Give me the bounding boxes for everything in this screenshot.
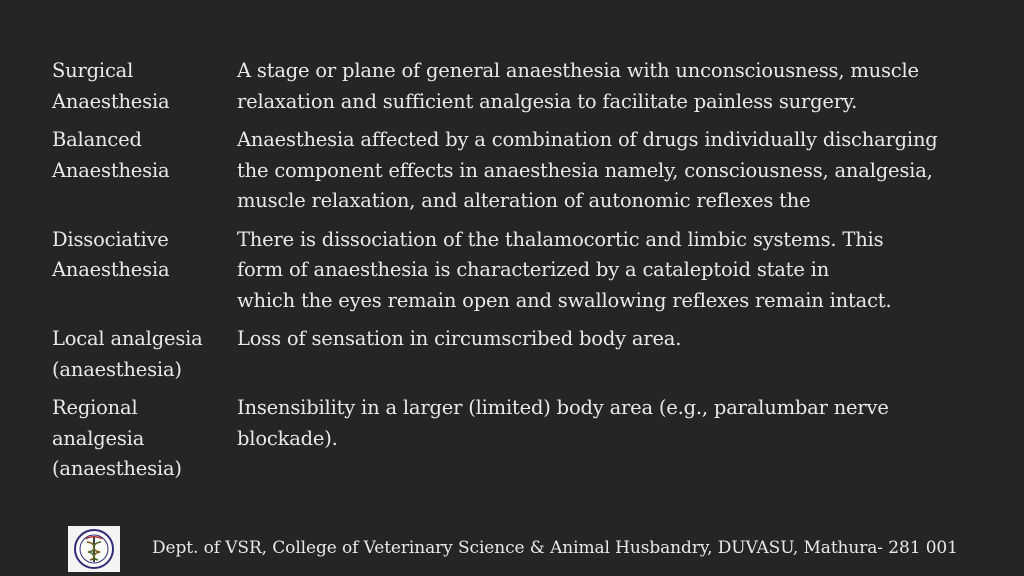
term-line: Dissociative	[52, 227, 169, 251]
description-cell	[237, 225, 972, 325]
term-cell	[52, 56, 237, 125]
definitions-table	[52, 56, 972, 493]
description-cell	[237, 324, 972, 393]
description-line: There is dissociation of the thalamocortic and limbic systems. This	[237, 227, 884, 251]
term-cell	[52, 125, 237, 225]
description-line: form of anaesthesia is characterized by a cataleptoid state in	[237, 258, 830, 281]
university-emblem-icon	[68, 526, 120, 572]
description-cell	[237, 125, 972, 225]
footer	[0, 520, 1024, 576]
term-line: Anaesthesia	[52, 258, 170, 281]
term-line: Balanced	[52, 128, 142, 151]
term-line: (anaesthesia)	[52, 457, 182, 480]
description-line: A stage or plane of general anaesthesia with unconsciousness, muscle	[237, 59, 919, 82]
term-line: analgesia	[52, 426, 145, 450]
definition-row-surgical	[52, 56, 972, 125]
description-line: the component effects in anaesthesia namely, consciousness, analgesia,	[237, 158, 933, 182]
definition-row-balanced	[52, 125, 972, 225]
definition-row-dissociative	[52, 225, 972, 325]
description-line: muscle relaxation, and alteration of autonomic reflexes the	[237, 189, 811, 212]
description-cell	[237, 56, 972, 125]
term-line: Local analgesia	[52, 327, 203, 350]
term-line: (anaesthesia)	[52, 357, 182, 381]
footer-text: Dept. of VSR, College of Veterinary Science & Animal Husbandry, DUVASU, Mathura- 281 001	[152, 538, 958, 558]
description-cell	[237, 393, 972, 493]
description-line: relaxation and sufficient analgesia to facilitate painless surgery.	[237, 89, 858, 113]
term-line: Surgical	[52, 59, 134, 82]
term-cell	[52, 225, 237, 325]
description-line: blockade).	[237, 426, 338, 450]
description-line: Loss of sensation in circumscribed body area.	[237, 327, 682, 350]
definition-row-local	[52, 324, 972, 393]
description-line: Insensibility in a larger (limited) body area (e.g., paralumbar nerve	[237, 396, 889, 419]
emblem-graphic	[72, 528, 116, 570]
term-line: Regional	[52, 396, 138, 419]
term-line: Anaesthesia	[52, 158, 170, 182]
term-line: Anaesthesia	[52, 89, 170, 113]
description-line: which the eyes remain open and swallowing reflexes remain intact.	[237, 288, 892, 312]
term-cell	[52, 393, 237, 493]
description-line: Anaesthesia affected by a combination of drugs individually discharging	[237, 128, 938, 151]
definition-row-regional	[52, 393, 972, 493]
term-cell	[52, 324, 237, 393]
